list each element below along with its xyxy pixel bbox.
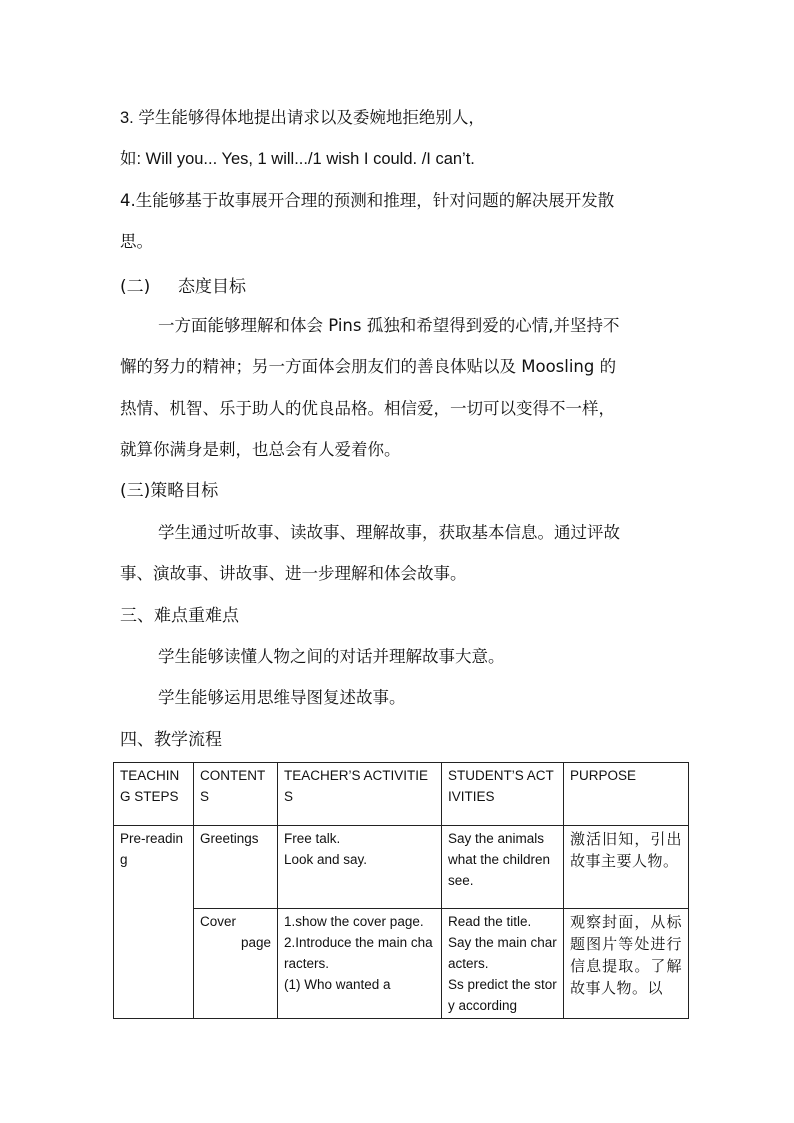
content-cell: Greetings bbox=[194, 826, 278, 909]
student-cell: Say the animals what the children see. bbox=[442, 826, 564, 909]
teacher-activity: (1) Who wanted a bbox=[284, 977, 391, 992]
paragraph-goal-3: 3. 学生能够得体地提出请求以及委婉地拒绝别人， bbox=[120, 109, 485, 127]
content-label: page bbox=[240, 935, 271, 950]
header-teacher-activities: TEACHER’S ACTIVITIES bbox=[278, 763, 442, 826]
content-cell bbox=[194, 909, 278, 1019]
heading-process: 四、教学流程 bbox=[120, 730, 222, 750]
attitude-line-4: 就算你满身是刺，也总会有人爱着你。 bbox=[120, 440, 401, 459]
difficulty-line-1: 学生能够读懂人物之间的对话并理解故事大意。 bbox=[158, 647, 505, 666]
teacher-cell bbox=[278, 826, 442, 909]
table-header-row bbox=[114, 763, 689, 826]
teaching-process-table bbox=[113, 762, 689, 1019]
header-purpose: PURPOSE bbox=[564, 763, 689, 826]
heading-attitude-number: (二) bbox=[120, 277, 151, 297]
teacher-cell bbox=[278, 909, 442, 1019]
paragraph-example: 如: Will you... Yes, 1 will.../1 wish I could. /I can’t. bbox=[120, 150, 475, 168]
teacher-activity: 1.show the cover page. bbox=[284, 914, 424, 929]
teacher-activity: 2.Introduce the main characters. bbox=[284, 935, 433, 971]
heading-strategy: (三)策略目标 bbox=[120, 481, 219, 501]
teacher-activity: Look and say. bbox=[284, 852, 368, 867]
difficulty-line-2: 学生能够运用思维导图复述故事。 bbox=[158, 688, 406, 707]
paragraph-goal-4: 4.生能够基于故事展开合理的预测和推理，针对问题的解决展开发散 bbox=[120, 191, 615, 210]
student-cell bbox=[442, 909, 564, 1019]
student-activity: Ss predict the story according bbox=[448, 977, 557, 1013]
step-cell: Pre-reading bbox=[114, 826, 194, 1019]
heading-attitude: 态度目标 bbox=[178, 277, 246, 297]
student-activity: Read the title. bbox=[448, 914, 532, 929]
teacher-activity: Free talk. bbox=[284, 831, 341, 846]
paragraph-goal-4-cont: 思。 bbox=[120, 232, 153, 251]
purpose-cell: 激活旧知，引出故事主要人物。 bbox=[564, 826, 689, 909]
heading-difficulties: 三、难点重难点 bbox=[120, 606, 239, 626]
header-student-activities: STUDENT’S ACTIVITIES bbox=[442, 763, 564, 826]
student-activity: Say the main characters. bbox=[448, 935, 557, 971]
table-row bbox=[114, 909, 689, 1019]
attitude-line-1: 一方面能够理解和体会 Pins 孤独和希望得到爱的心情,并坚持不 bbox=[158, 316, 620, 335]
header-teaching-steps: TEACHING STEPS bbox=[114, 763, 194, 826]
strategy-line-1: 学生通过听故事、读故事、理解故事，获取基本信息。通过评故 bbox=[158, 523, 620, 542]
strategy-line-2: 事、演故事、讲故事、进一步理解和体会故事。 bbox=[120, 564, 467, 583]
header-contents: CONTENTS bbox=[194, 763, 278, 826]
attitude-line-3: 热情、机智、乐于助人的优良品格。相信爱，一切可以变得不一样， bbox=[120, 399, 615, 418]
table-row bbox=[114, 826, 689, 909]
purpose-cell: 观察封面，从标题图片等处进行信息提取。了解故事人物。以 bbox=[564, 909, 689, 1019]
content-label: Cover bbox=[200, 914, 237, 929]
attitude-line-2: 懈的努力的精神；另一方面体会朋友们的善良体贴以及 Moosling 的 bbox=[120, 357, 617, 376]
